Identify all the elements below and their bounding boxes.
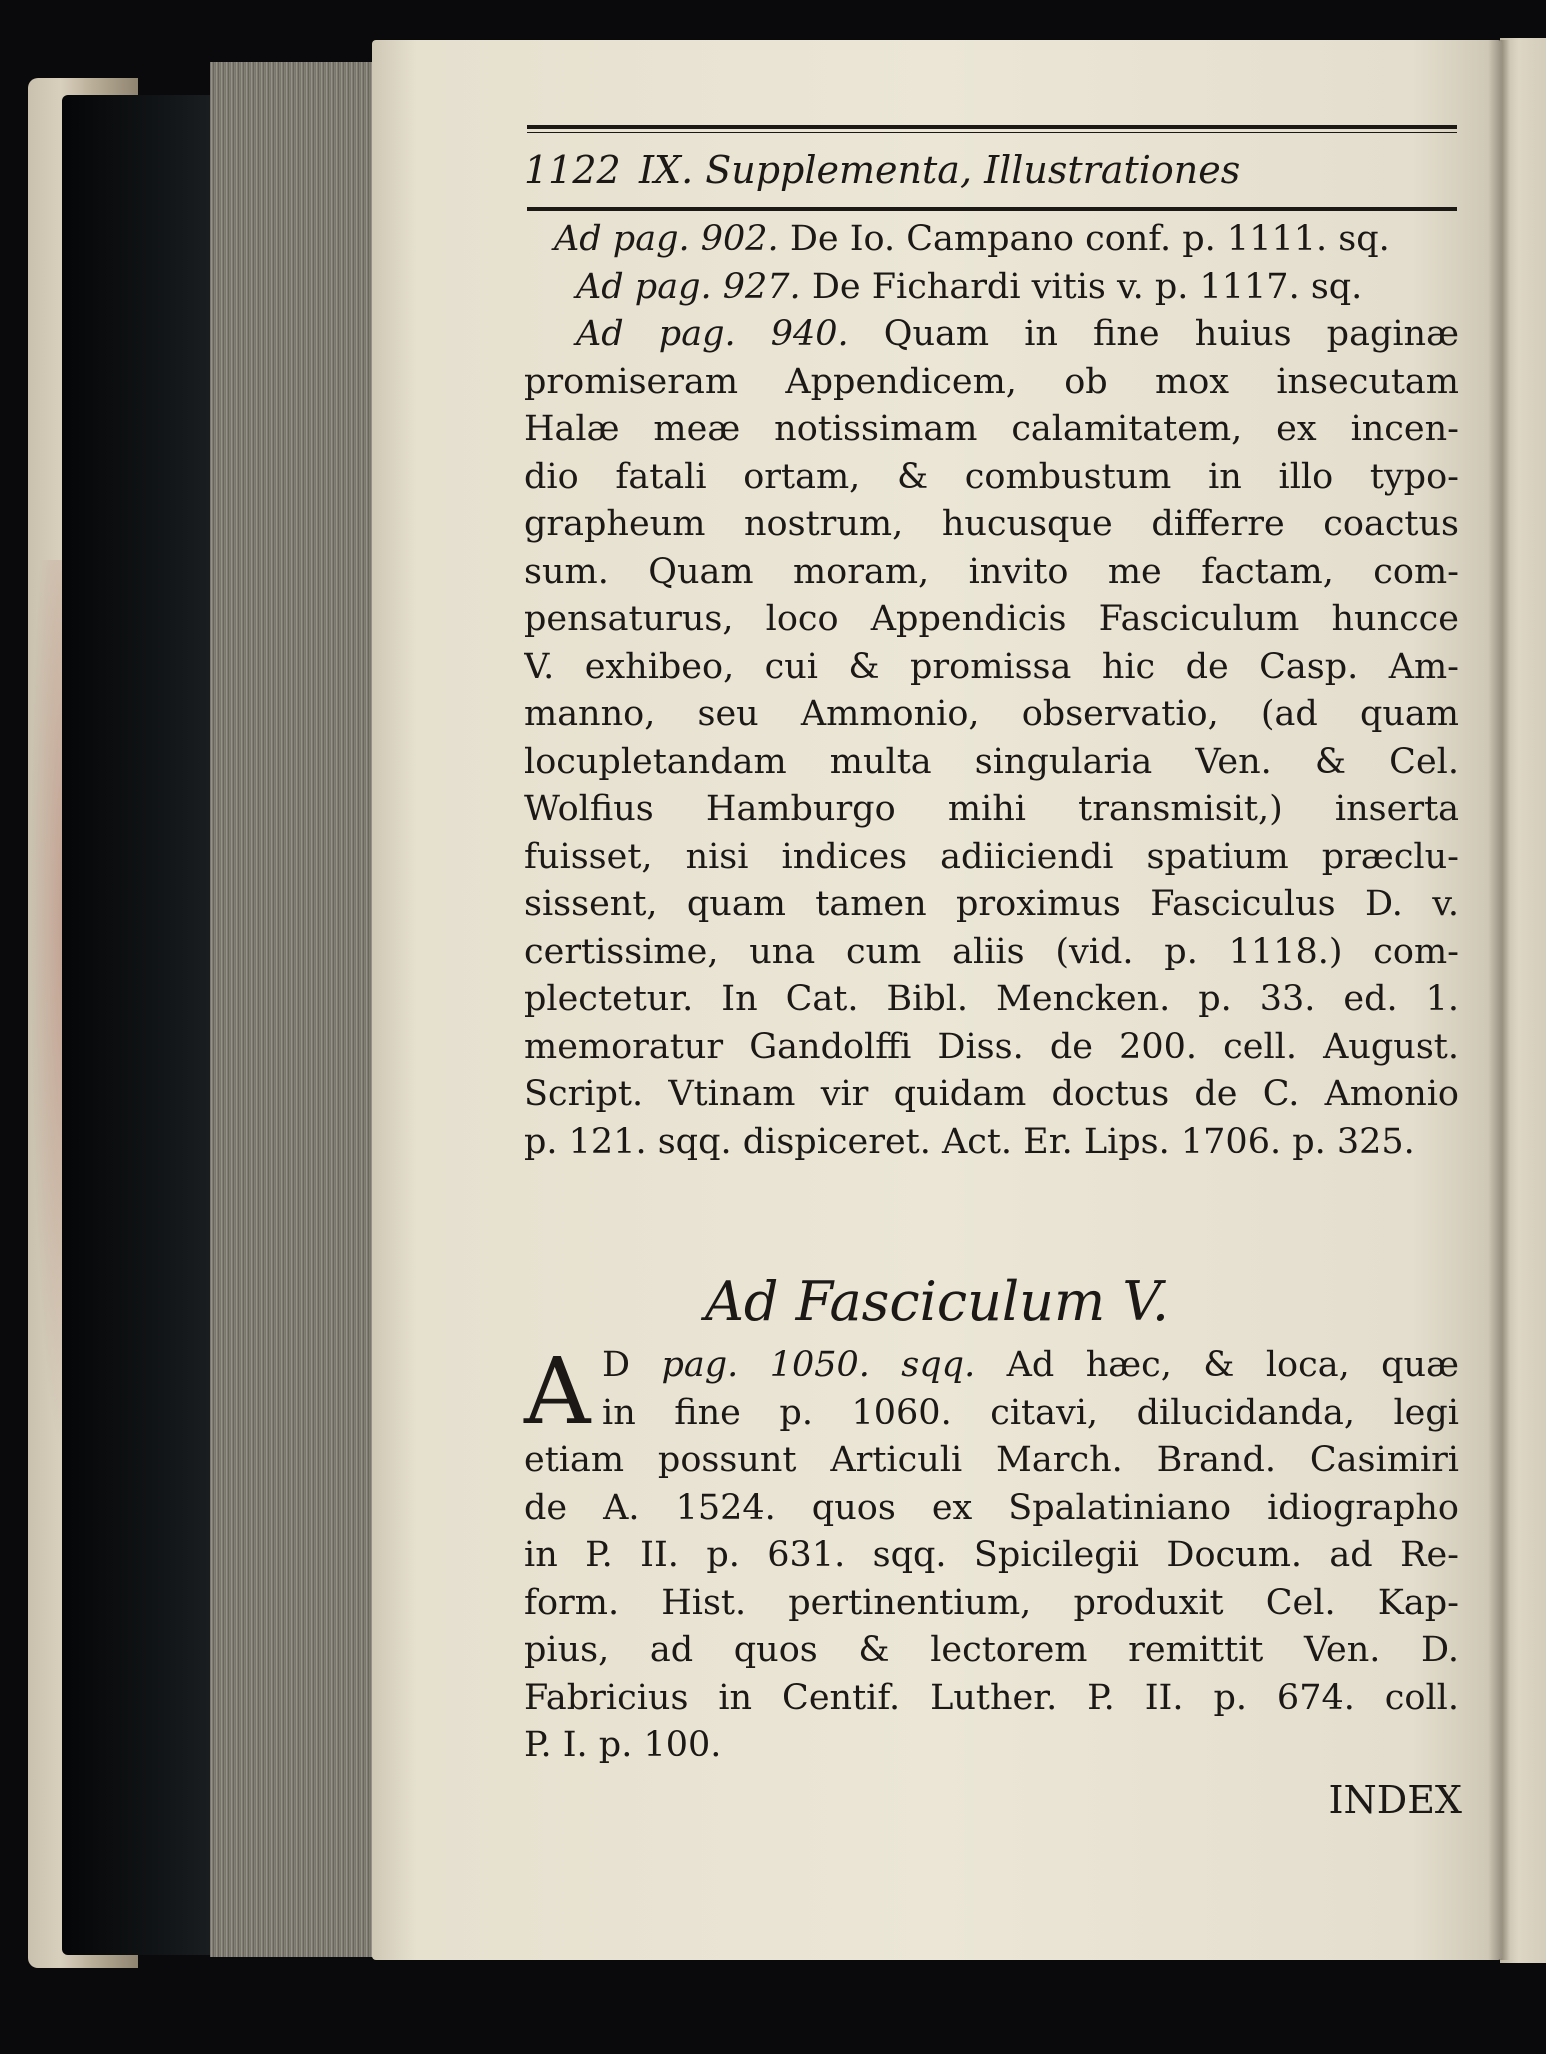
section-heading: Ad Fasciculum V. — [704, 1270, 1170, 1333]
paragraph-line: fuisset, nisi indices adiiciendi spatium præclu- — [524, 836, 1459, 877]
entry-text: De Fichardi vitis v. p. 1117. sq. — [811, 266, 1363, 307]
paragraph-line: memoratur Gandolffi Diss. de 200. cell. August. — [524, 1026, 1459, 1067]
drop-cap-rest: D — [602, 1345, 631, 1385]
paragraph-line: Script. Vtinam vir quidam doctus de C. Amonio — [524, 1074, 1459, 1114]
text-block-second — [524, 1338, 1459, 1770]
paragraph-line: certissime, una cum aliis (vid. p. 1118.) com- — [524, 931, 1459, 972]
paragraph-line: manno, seu Ammonio, observatio, (ad quam — [524, 694, 1459, 734]
header-rule-bottom — [527, 207, 1457, 211]
header-rule-top-thin — [527, 132, 1457, 133]
paragraph-line: P. I. p. 100. — [524, 1725, 722, 1765]
paragraph-first-line — [524, 1342, 1459, 1390]
stacked-page-edges — [210, 62, 385, 1957]
paragraph-ref: pag. 1050. sqq. — [661, 1345, 976, 1385]
catchword: INDEX — [1328, 1778, 1462, 1822]
paragraph-line: pius, ad quos & lectorem remittit Ven. D. — [524, 1630, 1459, 1670]
paragraph-line: in P. II. p. 631. sqq. Spicilegii Docum. ad Re- — [524, 1535, 1459, 1575]
entry-ref: Ad pag. 927. — [576, 266, 801, 307]
paragraph-line: plectetur. In Cat. Bibl. Mencken. p. 33. ed. 1. — [524, 979, 1459, 1019]
book-page — [372, 40, 1502, 1960]
paragraph-line: Ad hæc, & loca, quæ — [1006, 1345, 1459, 1385]
paragraph-line: sissent, quam tamen proximus Fasciculus D. v. — [524, 884, 1459, 924]
entry-text: De Io. Campano conf. p. 1111. sq. — [789, 219, 1390, 259]
paragraph-line: Quam in fine huius paginæ — [883, 314, 1459, 354]
paragraph-ref: Ad pag. 940. — [576, 314, 849, 354]
running-title: IX. Supplementa, Illustrationes — [639, 148, 1241, 192]
paragraph-line: sum. Quam moram, invito me factam, com- — [524, 551, 1459, 592]
paragraph-line: Halæ meæ notissimam calamitatem, ex incen- — [524, 409, 1459, 449]
running-head — [524, 140, 1464, 200]
paragraph-line: Wolfius Hamburgo mihi transmisit,) inserta — [524, 789, 1459, 829]
paragraph-line: dio fatali ortam, & combustum in illo typo- — [524, 456, 1459, 497]
paragraph-line: V. exhibeo, cui & promissa hic de Casp. Am- — [524, 646, 1459, 687]
header-rule-top — [527, 125, 1457, 129]
page-block-edge — [62, 95, 232, 1955]
paragraph-line: promiseram Appendicem, ob mox insecutam — [524, 361, 1459, 402]
drop-cap: A — [524, 1338, 591, 1445]
paragraph-line: pensaturus, loco Appendicis Fasciculum huncce — [524, 599, 1459, 639]
paragraph-line: de A. 1524. quos ex Spalatiniano idiographo — [524, 1487, 1459, 1528]
paragraph-line: locupletandam multa singularia Ven. & Cel. — [524, 741, 1459, 782]
paragraph-line: etiam possunt Articuli March. Brand. Casimiri — [524, 1440, 1459, 1480]
entry-ref: Ad pag. 902. — [554, 219, 779, 259]
entry-line — [524, 216, 1459, 264]
entry-line — [524, 264, 1459, 312]
paragraph-line: form. Hist. pertinentium, produxit Cel. Kap- — [524, 1582, 1459, 1623]
gutter-shadow — [1488, 40, 1510, 1960]
paragraph-line: grapheum nostrum, hucusque differre coactus — [524, 504, 1459, 544]
text-block — [524, 216, 1459, 1166]
page-number: 1122 — [524, 148, 621, 192]
paragraph-line: p. 121. sqq. dispiceret. Act. Er. Lips. 1706. p. 325. — [524, 1121, 1415, 1162]
paragraph-line: in fine p. 1060. citavi, dilucidanda, legi — [602, 1392, 1459, 1433]
paragraph-first-line — [524, 311, 1459, 359]
paragraph-line: Fabricius in Centif. Luther. P. II. p. 674. coll. — [524, 1677, 1459, 1718]
